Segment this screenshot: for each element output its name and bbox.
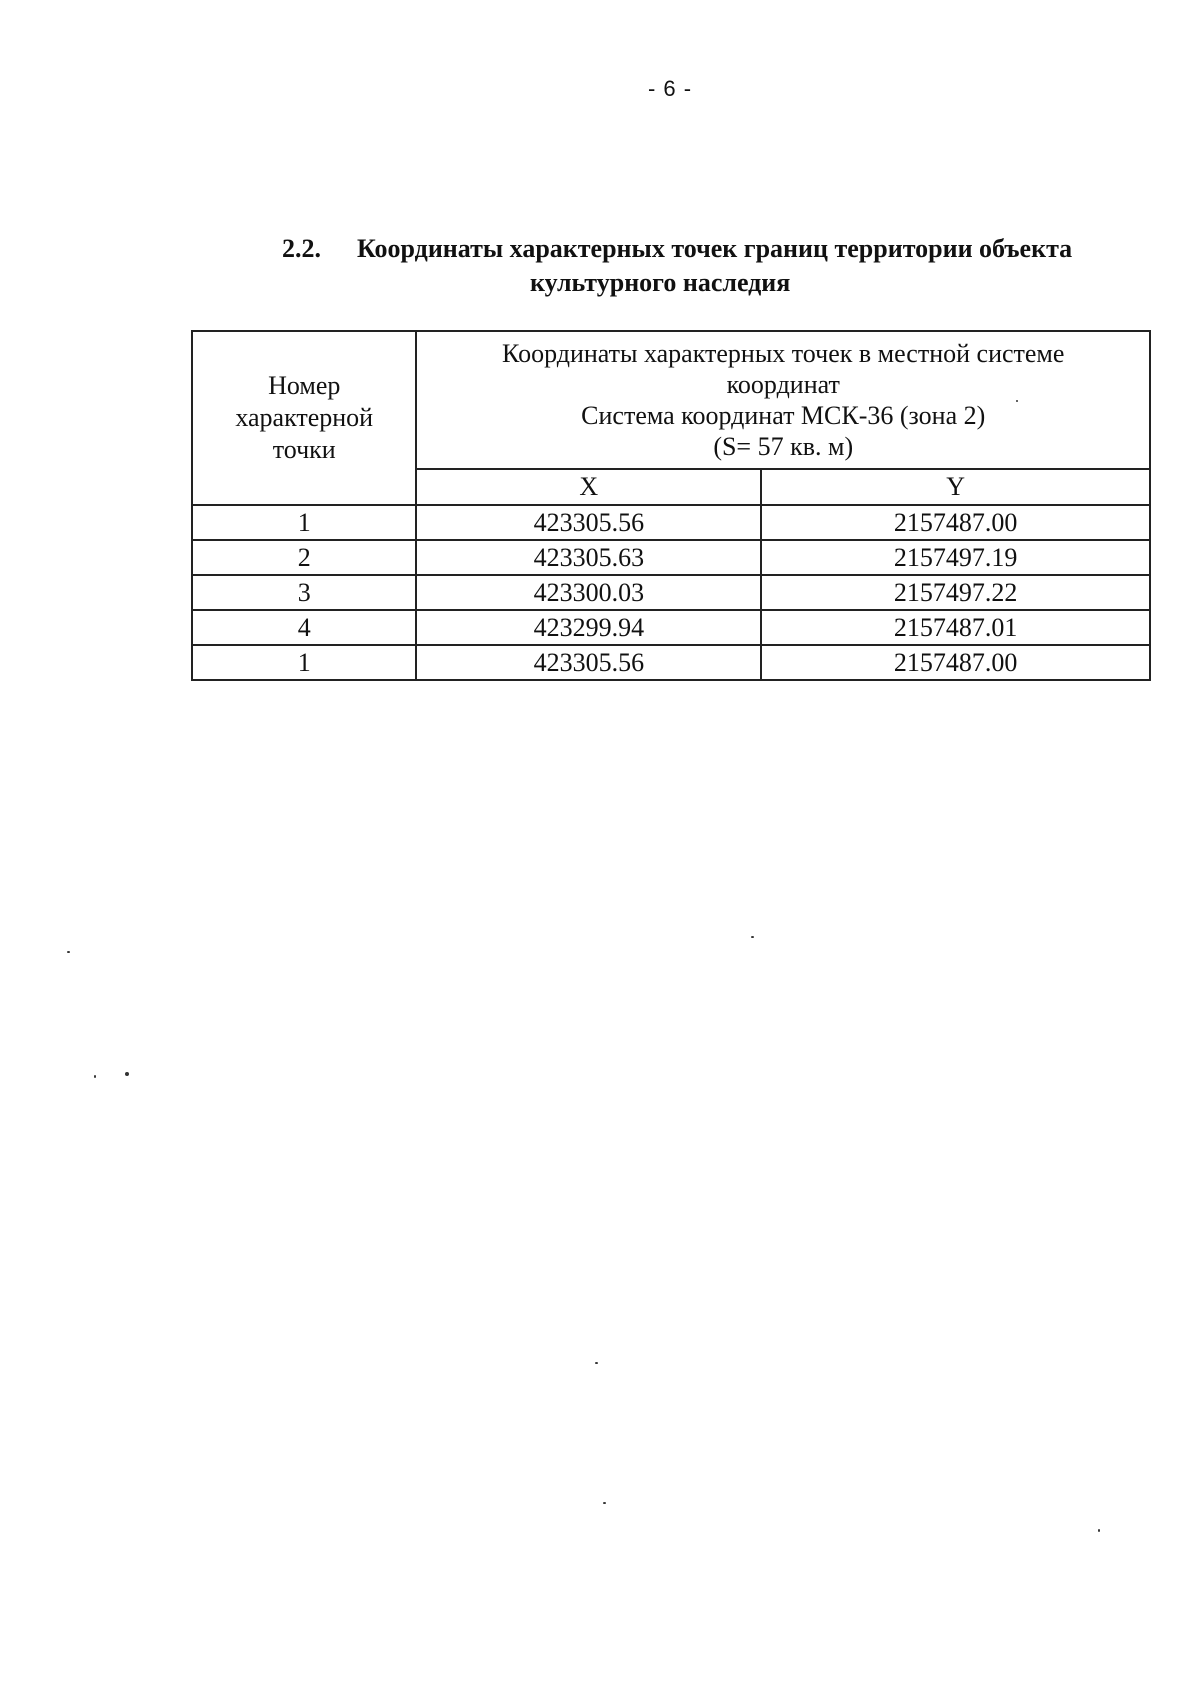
y-value: 2157497.22 — [761, 575, 1150, 610]
header-point-number-line: характерной — [235, 403, 374, 432]
table-row — [192, 540, 1150, 575]
x-value: 423299.94 — [416, 610, 761, 645]
header-point-number — [192, 331, 416, 505]
x-value: 423305.56 — [416, 645, 761, 680]
x-value: 423300.03 — [416, 575, 761, 610]
y-value: 2157487.00 — [761, 645, 1150, 680]
point-number: 2 — [192, 540, 416, 575]
header-coordinates-line: (S= 57 кв. м) — [713, 432, 854, 461]
table-row — [192, 575, 1150, 610]
header-x: X — [416, 469, 761, 505]
header-coordinates-line: Система координат МСК-36 (зона 2) — [581, 401, 986, 430]
y-value: 2157497.19 — [761, 540, 1150, 575]
header-coordinates-line: координат — [726, 370, 840, 399]
scan-speck — [1016, 400, 1018, 402]
coordinates-table — [191, 330, 1151, 681]
scan-speck — [595, 1362, 598, 1364]
table-row — [192, 645, 1150, 680]
scan-speck — [1098, 1529, 1100, 1532]
scan-speck — [67, 951, 70, 953]
point-number: 4 — [192, 610, 416, 645]
header-point-number-line: Номер — [268, 371, 341, 400]
x-value: 423305.63 — [416, 540, 761, 575]
header-coordinates — [416, 331, 1150, 469]
y-value: 2157487.00 — [761, 505, 1150, 540]
scan-speck — [603, 1502, 606, 1504]
section-number: 2.2. — [282, 234, 321, 263]
point-number: 3 — [192, 575, 416, 610]
x-value: 423305.56 — [416, 505, 761, 540]
scan-speck — [751, 936, 754, 938]
scan-speck — [94, 1075, 96, 1078]
table-row — [192, 505, 1150, 540]
section-title-line2: культурного наследия — [530, 268, 791, 297]
page-number: - 6 - — [647, 76, 693, 101]
table-row — [192, 610, 1150, 645]
section-heading — [282, 232, 1182, 300]
point-number: 1 — [192, 645, 416, 680]
header-coordinates-line: Координаты характерных точек в местной системе — [502, 339, 1065, 368]
scan-speck — [125, 1072, 129, 1076]
point-number: 1 — [192, 505, 416, 540]
header-y: Y — [761, 469, 1150, 505]
section-title-line1: Координаты характерных точек границ территории объекта — [357, 234, 1073, 263]
header-point-number-line: точки — [272, 435, 336, 464]
y-value: 2157487.01 — [761, 610, 1150, 645]
